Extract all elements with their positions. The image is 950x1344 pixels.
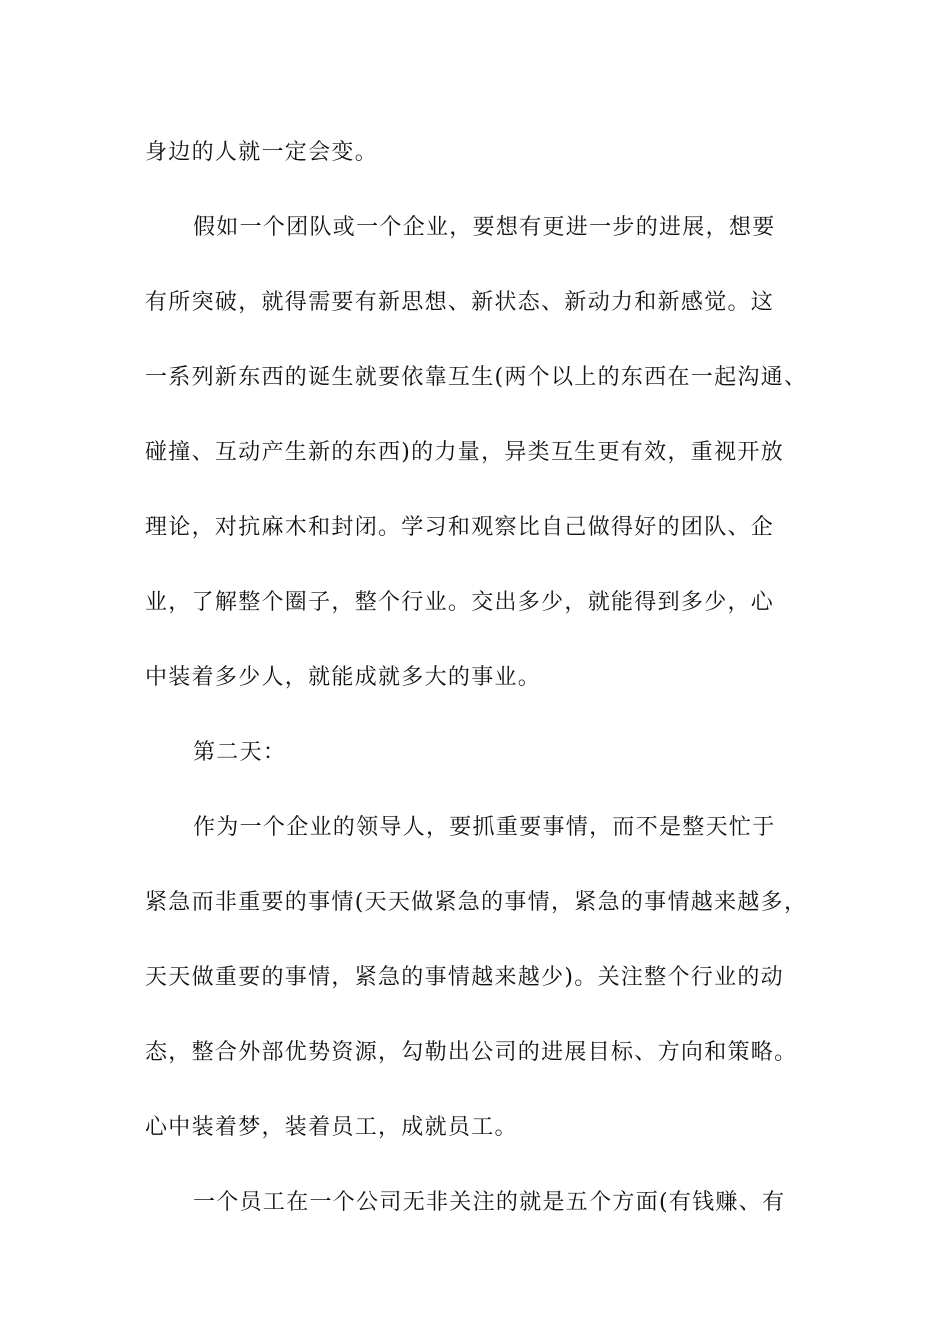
paragraph-first-line: 作为一个企业的领导人，要抓重要事情，而不是整天忙于 bbox=[193, 815, 776, 840]
text-line: 碰撞、互动产生新的东西)的力量，异类互生更有效，重视开放 bbox=[145, 440, 784, 465]
text-line: 中装着多少人，就能成就多大的事业。 bbox=[145, 665, 542, 690]
text-line: 心中装着梦，装着员工，成就员工。 bbox=[145, 1115, 518, 1140]
text-line: 态，整合外部优势资源，勾勒出公司的进展目标、方向和策略。 bbox=[145, 1040, 798, 1065]
text-line: 天天做重要的事情，紧急的事情越来越少)。关注整个行业的动 bbox=[145, 965, 784, 990]
document-body bbox=[145, 130, 835, 1255]
section-heading: 第二天： bbox=[193, 740, 287, 765]
text-line: 紧急而非重要的事情(天天做紧急的事情，紧急的事情越来越多， bbox=[145, 890, 808, 915]
text-line: 一系列新东西的诞生就要依靠互生(两个以上的东西在一起沟通、 bbox=[145, 365, 808, 390]
text-line: 理论，对抗麻木和封闭。学习和观察比自己做得好的团队、企 bbox=[145, 515, 775, 540]
paragraph-first-line: 假如一个团队或一个企业，要想有更进一步的进展，想要 bbox=[193, 215, 776, 240]
paragraph-first-line: 一个员工在一个公司无非关注的就是五个方面(有钱赚、有 bbox=[193, 1190, 786, 1215]
text-line: 有所突破，就得需要有新思想、新状态、新动力和新感觉。这 bbox=[145, 290, 775, 315]
text-line: 身边的人就一定会变。 bbox=[145, 140, 379, 165]
text-line: 业，了解整个圈子，整个行业。交出多少，就能得到多少，心 bbox=[145, 590, 775, 615]
